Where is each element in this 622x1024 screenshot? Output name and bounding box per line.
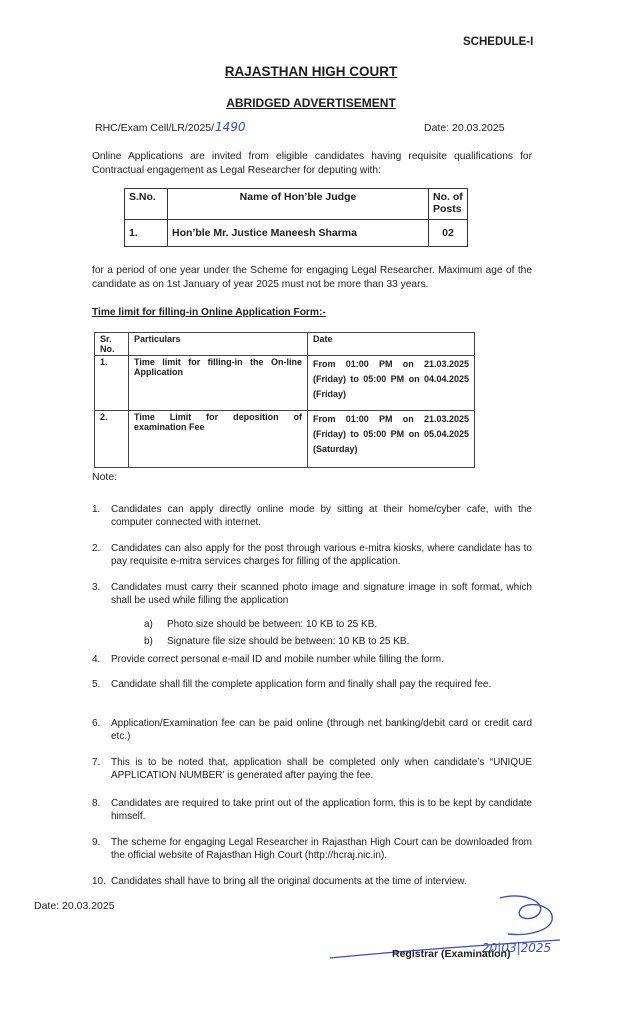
judge-table-header <box>125 189 468 220</box>
time-table-header <box>95 333 475 356</box>
list-item: 6. Application/Examination fee can be paid online (through net banking/debit card or credit card etc.) <box>92 718 532 742</box>
footer-date: Date: 20.03.2025 <box>34 900 115 912</box>
intro-paragraph: Online Applications are invited from eligible candidates having requisite qualifications for Contractual engagement as Legal Researcher for deputing with: <box>92 151 532 176</box>
header-srno: Sr. No. <box>95 333 129 356</box>
cell-date: From 01:00 PM on 21.03.2025 (Friday) to 05:00 PM on 05.04.2025 (Saturday) <box>308 411 475 468</box>
cell-particulars: Time limit for filling-in the On-line Application <box>129 356 308 411</box>
table-row <box>95 356 475 411</box>
time-limit-table <box>94 332 475 468</box>
sub-item-photo: a) Photo size should be between: 10 KB to 25 KB. <box>144 619 378 630</box>
list-item: 4. Provide correct personal e-mail ID and mobile number while filling the form. <box>92 654 444 665</box>
table-row <box>95 411 475 468</box>
list-item: 9. The scheme for engaging Legal Researcher in Rajasthan High Court can be downloaded from the official website of Rajasthan High Court (http://hcraj.nic.in). <box>92 837 532 861</box>
cell-posts: 02 <box>429 220 468 247</box>
ref-handwritten: 1490 <box>215 120 246 134</box>
table-row <box>125 220 468 247</box>
schedule-label: SCHEDULE-I <box>463 36 534 48</box>
list-item: 7. This is to be noted that, application shall be completed only when candidate’s “UNIQUE APPLICATION NUMBER’ is generated after paying the fee. <box>92 757 532 781</box>
list-item: 8. Candidates are required to take print out of the application form, this is to be kept by candidate himself. <box>92 798 532 822</box>
header-posts: No. of Posts <box>429 189 468 220</box>
advertisement-title: ABRIDGED ADVERTISEMENT <box>226 96 396 110</box>
list-item: 10. Candidates shall have to bring all the original documents at the time of interview. <box>92 876 467 887</box>
ref-printed: RHC/Exam Cell/LR/2025/ <box>95 122 215 134</box>
judge-table <box>124 188 468 247</box>
cell-srno: 1. <box>95 356 129 411</box>
court-title: RAJASTHAN HIGH COURT <box>224 64 398 79</box>
cell-judge-name: Hon’ble Mr. Justice Maneesh Sharma <box>168 220 429 247</box>
cell-particulars: Time Limit for deposition of examination Fee <box>129 411 308 468</box>
sub-item-signature: b) Signature file size should be between: 10 KB to 25 KB. <box>144 636 410 647</box>
period-paragraph: for a period of one year under the Scheme for engaging Legal Researcher. Maximum age of the candidate as on 1st January of year 2025 must not be more than 33 years. <box>92 265 532 290</box>
list-item: 5. Candidate shall fill the complete application form and finally shall pay the required fee. <box>92 679 492 690</box>
signature-date: 20|03|2025 <box>482 941 552 955</box>
registrar-title: Registrar (Examination) <box>392 948 511 960</box>
cell-sno: 1. <box>125 220 168 247</box>
reference-number <box>95 120 246 134</box>
time-limit-heading: Time limit for filling-in Online Application Form:- <box>92 307 326 318</box>
list-item: 1. Candidates can apply directly online mode by sitting at their home/cyber cafe, with the computer connected with internet. <box>92 504 532 528</box>
header-sno: S.No. <box>125 189 168 220</box>
cell-date: From 01:00 PM on 21.03.2025 (Friday) to 05:00 PM on 04.04.2025 (Friday) <box>308 356 475 411</box>
header-judge-name: Name of Hon’ble Judge <box>168 189 429 220</box>
list-item: 3. Candidates must carry their scanned photo image and signature image in soft format, which shall be used while filling the application <box>92 582 532 606</box>
header-particulars: Particulars <box>129 333 308 356</box>
list-item: 2. Candidates can also apply for the post through various e-mitra kiosks, where candidate has to pay requisite e-mitra services charges for filling of the application. <box>92 543 532 567</box>
note-label: Note: <box>92 471 118 483</box>
header-date: Date <box>308 333 475 356</box>
issue-date: Date: 20.03.2025 <box>424 122 505 134</box>
cell-srno: 2. <box>95 411 129 468</box>
